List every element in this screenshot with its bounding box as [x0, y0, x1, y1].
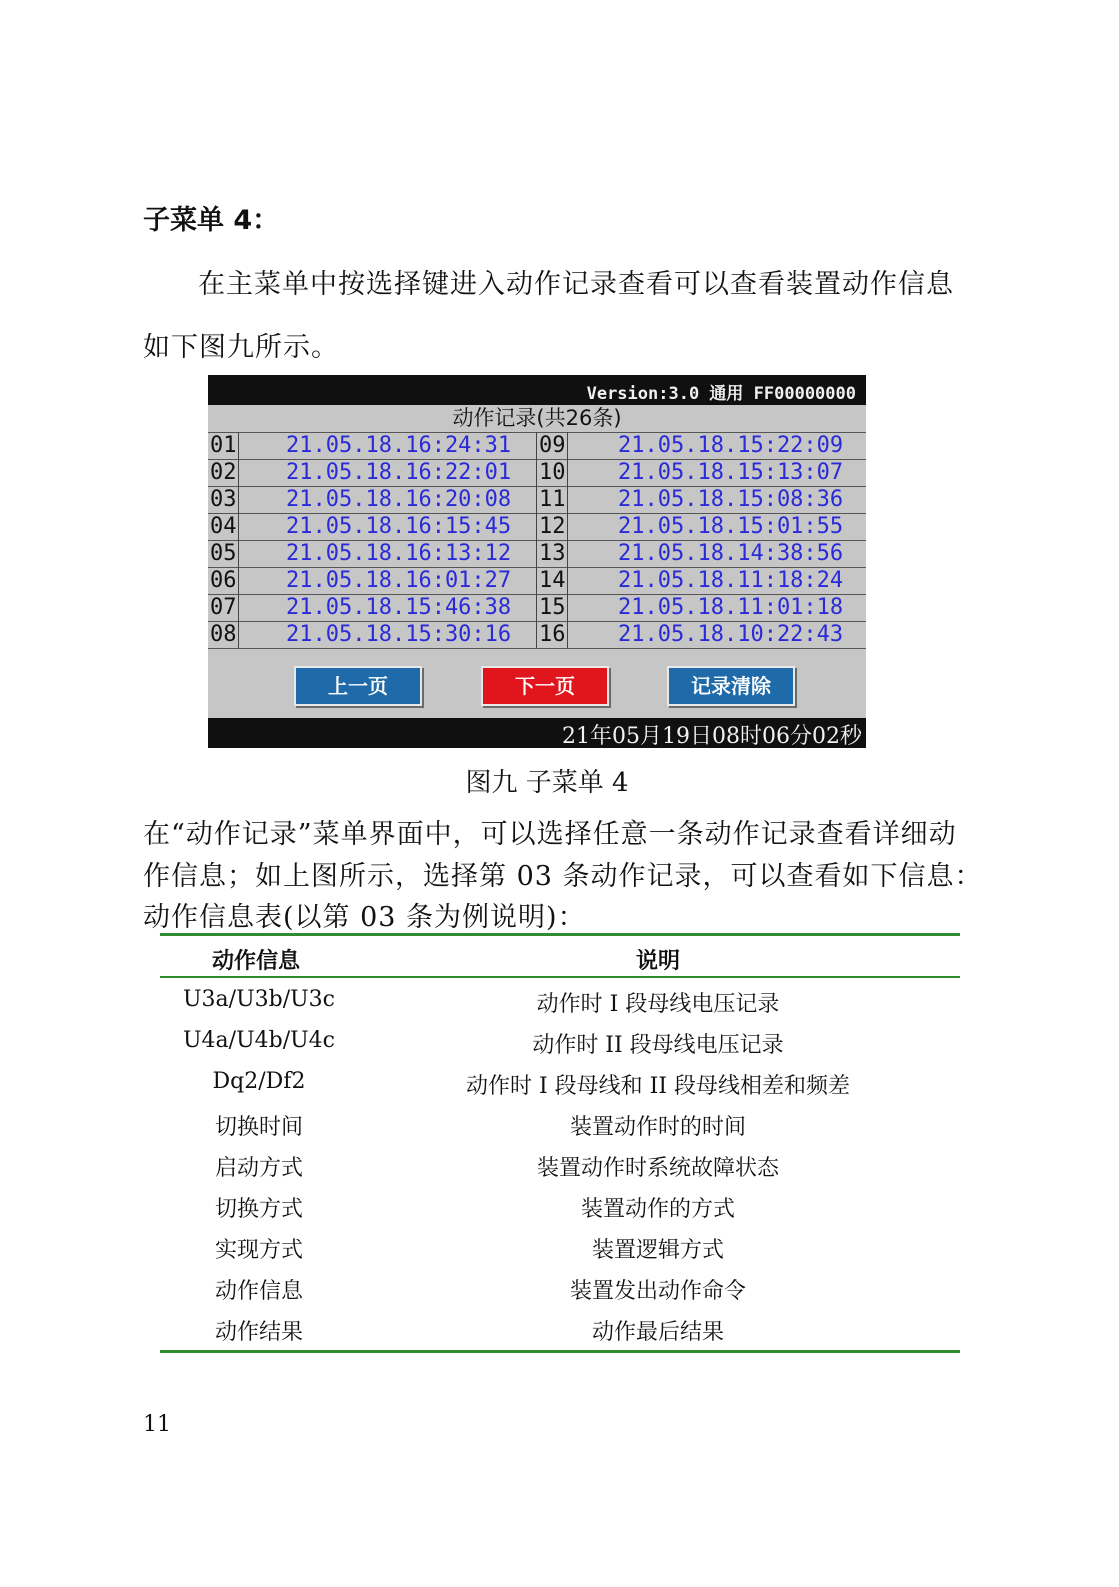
page-number: 11: [143, 1412, 171, 1437]
version-label: Version:3.0 通用 FF00000000: [586, 384, 856, 404]
table-cell-field: U3a/U3b/U3c: [183, 987, 335, 1012]
table-header-rule: [160, 976, 960, 978]
record-time[interactable]: 21.05.18.16:01:27: [286, 568, 512, 593]
body-line-1: 在“动作记录”菜单界面中，可以选择任意一条动作记录查看详细动: [143, 819, 957, 850]
record-number[interactable]: 09: [536, 432, 568, 459]
record-time[interactable]: 21.05.18.15:46:38: [286, 595, 512, 620]
record-time[interactable]: 21.05.18.11:01:18: [618, 595, 844, 620]
table-header-col1: 动作信息: [212, 949, 301, 974]
record-time[interactable]: 21.05.18.16:24:31: [286, 433, 512, 458]
record-time[interactable]: 21.05.18.16:22:01: [286, 460, 512, 485]
table-cell-field: Dq2/Df2: [212, 1069, 306, 1094]
record-time[interactable]: 21.05.18.15:08:36: [618, 487, 844, 512]
table-cell-desc: 动作时 I 段母线电压记录: [536, 992, 780, 1017]
record-number[interactable]: 10: [536, 459, 568, 486]
record-row: [208, 540, 866, 568]
record-number[interactable]: 13: [536, 540, 568, 567]
record-number[interactable]: 01: [208, 432, 239, 459]
record-time[interactable]: 21.05.18.10:22:43: [618, 622, 844, 647]
record-number[interactable]: 11: [536, 486, 568, 513]
table-cell-desc: 装置发出动作命令: [569, 1279, 747, 1304]
record-time[interactable]: 21.05.18.15:30:16: [286, 622, 512, 647]
record-number[interactable]: 15: [536, 594, 568, 621]
screen-top-bar: [208, 375, 866, 405]
screen-title: 动作记录(共26条): [208, 405, 866, 433]
table-cell-desc: 装置动作时的时间: [569, 1115, 747, 1140]
record-row: [208, 486, 866, 514]
body-line-3: 动作信息表(以第 03 条为例说明)：: [143, 902, 586, 933]
record-time[interactable]: 21.05.18.16:13:12: [286, 541, 512, 566]
table-cell-field: 启动方式: [214, 1156, 304, 1181]
table-cell-field: 切换方式: [214, 1197, 304, 1222]
record-time[interactable]: 21.05.18.11:18:24: [618, 568, 844, 593]
record-number[interactable]: 12: [536, 513, 568, 540]
prev-page-button[interactable]: 上一页: [294, 666, 422, 706]
table-header-col2: 说明: [636, 949, 681, 974]
record-time[interactable]: 21.05.18.15:01:55: [618, 514, 844, 539]
record-row: [208, 621, 866, 649]
table-cell-desc: 动作时 I 段母线和 II 段母线相差和频差: [465, 1074, 851, 1099]
table-cell-desc: 动作时 II 段母线电压记录: [532, 1033, 784, 1058]
record-number[interactable]: 07: [208, 594, 239, 621]
record-time[interactable]: 21.05.18.14:38:56: [618, 541, 844, 566]
record-time[interactable]: 21.05.18.16:15:45: [286, 514, 512, 539]
record-number[interactable]: 05: [208, 540, 239, 567]
record-number[interactable]: 16: [536, 621, 568, 648]
record-time[interactable]: 21.05.18.16:20:08: [286, 487, 512, 512]
record-time[interactable]: 21.05.18.15:13:07: [618, 460, 844, 485]
record-row: [208, 513, 866, 541]
table-top-rule: [160, 933, 960, 936]
record-row: [208, 432, 866, 460]
record-row: [208, 459, 866, 487]
body-line-2: 作信息；如上图所示，选择第 03 条动作记录，可以查看如下信息：: [143, 861, 983, 892]
table-cell-desc: 装置动作的方式: [580, 1197, 736, 1222]
record-number[interactable]: 02: [208, 459, 239, 486]
table-cell-field: 切换时间: [214, 1115, 304, 1140]
table-cell-desc: 装置动作时系统故障状态: [536, 1156, 780, 1181]
intro-line-1: 在主菜单中按选择键进入动作记录查看可以查看装置动作信息: [198, 269, 954, 300]
table-cell-desc: 装置逻辑方式: [591, 1238, 725, 1263]
record-number[interactable]: 08: [208, 621, 239, 648]
intro-line-2: 如下图九所示。: [143, 332, 339, 363]
table-cell-field: U4a/U4b/U4c: [183, 1028, 335, 1053]
record-number[interactable]: 14: [536, 567, 568, 594]
section-heading: 子菜单 4：: [143, 205, 280, 236]
device-screen: [208, 375, 866, 748]
record-number[interactable]: 03: [208, 486, 239, 513]
table-cell-field: 动作结果: [214, 1320, 304, 1345]
table-cell-field: 动作信息: [214, 1279, 304, 1304]
record-row: [208, 594, 866, 622]
screen-bottom-bar: [208, 718, 866, 748]
record-number[interactable]: 04: [208, 513, 239, 540]
table-cell-field: 实现方式: [214, 1238, 304, 1263]
record-row: [208, 567, 866, 595]
next-page-button[interactable]: 下一页: [481, 666, 609, 706]
record-number[interactable]: 06: [208, 567, 239, 594]
figure-caption: 图九 子菜单 4: [465, 768, 629, 798]
table-cell-desc: 动作最后结果: [591, 1320, 725, 1345]
table-bottom-rule: [160, 1350, 960, 1353]
clear-records-button[interactable]: 记录清除: [667, 666, 795, 706]
datetime-label: 21年05月19日08时06分02秒: [562, 724, 862, 749]
record-time[interactable]: 21.05.18.15:22:09: [618, 433, 844, 458]
